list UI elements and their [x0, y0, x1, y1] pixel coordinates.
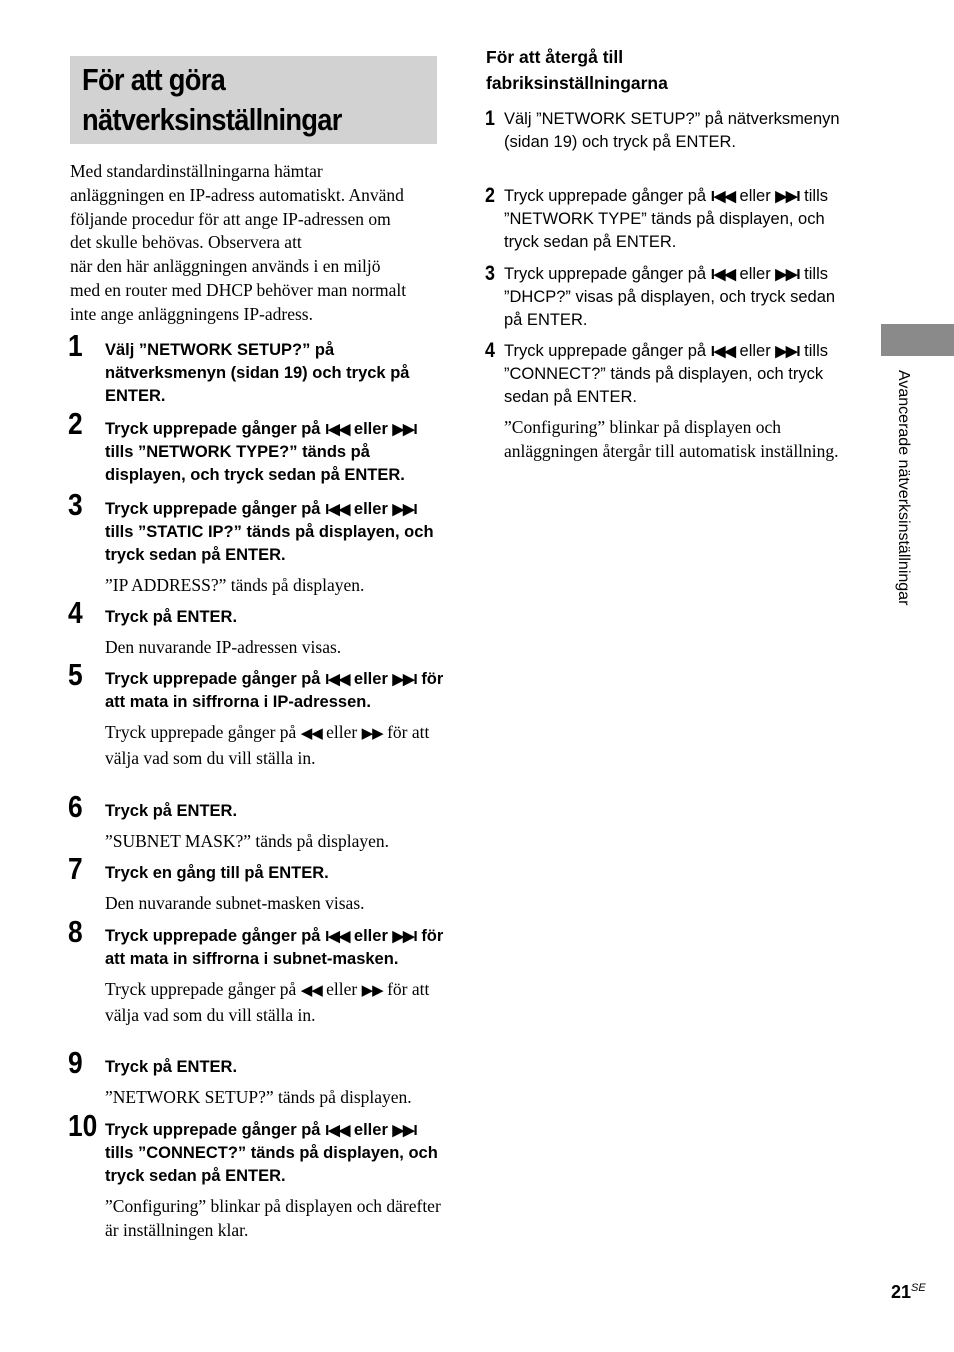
prev-track-icon: I◀◀ — [710, 343, 735, 360]
step-instruction: Tryck upprepade gånger på I◀◀ eller ▶▶I tills ”CONNECT?” tänds på displayen, och tryck sedan på ENTER. — [504, 342, 829, 406]
step-instruction: Tryck på ENTER. — [105, 1058, 238, 1076]
section-title-box — [70, 56, 437, 144]
step-instruction: Välj ”NETWORK SETUP?” på nätverksmenyn (sidan 19) och tryck på ENTER. — [105, 341, 410, 405]
next-track-icon: ▶▶I — [392, 421, 417, 438]
next-track-icon: ▶▶I — [775, 343, 800, 360]
step-number: 1 — [485, 107, 495, 130]
step-note: ”IP ADDRESS?” tänds på displayen. — [105, 575, 365, 595]
step-number: 3 — [68, 487, 83, 522]
reset-section-title: För att återgå till fabriksinställningarna — [486, 47, 668, 93]
title-line-2: nätverksinställningar — [82, 102, 342, 137]
step-instruction: Tryck upprepade gånger på I◀◀ eller ▶▶I för att mata in siffrorna i IP-adressen. — [105, 670, 444, 711]
prev-track-icon: I◀◀ — [325, 671, 350, 688]
step-instruction: Välj ”NETWORK SETUP?” på nätverksmenyn (sidan 19) och tryck på ENTER. — [504, 110, 840, 151]
step-number: 1 — [68, 328, 83, 363]
step-number: 5 — [68, 657, 83, 692]
step-instruction: Tryck på ENTER. — [105, 608, 238, 626]
step-note: Tryck upprepade gånger på ◀◀ eller ▶▶ för att välja vad som du vill ställa in. — [105, 722, 430, 768]
next-track-icon: ▶▶I — [775, 188, 800, 205]
step-number: 8 — [68, 914, 83, 949]
step-instruction: Tryck på ENTER. — [105, 802, 238, 820]
intro-paragraph — [70, 160, 442, 327]
intro-line: med en router med DHCP behöver man normalt — [70, 279, 407, 300]
title-line-1: För att göra — [82, 62, 226, 97]
step-note: ”Configuring” blinkar på displayen och därefter är inställningen klar. — [105, 1196, 441, 1240]
chapter-tab-label: Avancerade nätverksinställningar — [895, 370, 912, 606]
intro-line: Med standardinställningarna hämtar — [70, 161, 323, 181]
prev-track-icon: I◀◀ — [710, 188, 735, 205]
step-instruction: Tryck en gång till på ENTER. — [105, 864, 329, 882]
intro-line: inte ange anläggningens IP-adress. — [70, 303, 313, 324]
step-instruction: Tryck upprepade gånger på I◀◀ eller ▶▶I tills ”STATIC IP?” tänds på displayen, och tryck sedan på ENTER. — [105, 500, 434, 564]
prev-track-icon: I◀◀ — [325, 1122, 350, 1139]
next-track-icon: ▶▶I — [392, 1122, 417, 1139]
step-number: 4 — [68, 595, 83, 630]
step-instruction: Tryck upprepade gånger på I◀◀ eller ▶▶I tills ”NETWORK TYPE?” tänds på displayen, och tryck sedan på ENTER. — [105, 420, 417, 484]
intro-line: när den här anläggningen används i en miljö — [70, 256, 381, 277]
step-note: Den nuvarande IP-adressen visas. — [105, 637, 342, 657]
fast-forward-icon: ▶▶ — [361, 726, 383, 742]
page-number: $21^{SE}$ — [891, 1282, 926, 1302]
next-track-icon: ▶▶I — [392, 501, 417, 518]
step-number: 3 — [485, 262, 495, 285]
prev-track-icon: I◀◀ — [325, 501, 350, 518]
prev-track-icon: I◀◀ — [710, 266, 735, 283]
step-number: 2 — [68, 406, 83, 441]
step-instruction: Tryck upprepade gånger på I◀◀ eller ▶▶I för att mata in siffrorna i subnet-masken. — [105, 927, 444, 968]
prev-track-icon: I◀◀ — [325, 421, 350, 438]
intro-line: följande procedur för att ange IP-adressen om — [70, 208, 391, 229]
page-title — [82, 60, 384, 140]
step-number: 10 — [68, 1108, 98, 1143]
step-instruction: Tryck upprepade gånger på I◀◀ eller ▶▶I tills ”CONNECT?” tänds på displayen, och tryck sedan på ENTER. — [105, 1121, 438, 1185]
step-instruction: Tryck upprepade gånger på I◀◀ eller ▶▶I tills ”NETWORK TYPE” tänds på displayen, och tryck sedan på ENTER. — [504, 187, 829, 251]
rewind-icon: ◀◀ — [300, 726, 322, 742]
rewind-icon: ◀◀ — [300, 983, 322, 999]
next-track-icon: ▶▶I — [392, 928, 417, 945]
intro-line: det skulle behövas. Observera att — [70, 232, 302, 253]
step-note: Tryck upprepade gånger på ◀◀ eller ▶▶ för att välja vad som du vill ställa in. — [105, 979, 430, 1025]
fast-forward-icon: ▶▶ — [361, 983, 383, 999]
chapter-tab-marker — [881, 324, 954, 356]
prev-track-icon: I◀◀ — [325, 928, 350, 945]
step-note: ”NETWORK SETUP?” tänds på displayen. — [105, 1087, 412, 1107]
step-number: 4 — [485, 339, 495, 362]
intro-line: anläggningen en IP-adress automatiskt. Använd — [70, 184, 404, 205]
step-number: 9 — [68, 1045, 83, 1080]
step-number: 7 — [68, 851, 83, 886]
step-note: Den nuvarande subnet-masken visas. — [105, 893, 365, 913]
step-note: ”Configuring” blinkar på displayen och anläggningen återgår till automatisk inställning. — [504, 417, 839, 461]
next-track-icon: ▶▶I — [392, 671, 417, 688]
step-instruction: Tryck upprepade gånger på I◀◀ eller ▶▶I tills ”DHCP?” visas på displayen, och tryck sedan på ENTER. — [504, 265, 836, 329]
step-note: ”SUBNET MASK?” tänds på displayen. — [105, 831, 390, 851]
step-number: 2 — [485, 184, 495, 207]
step-number: 6 — [68, 789, 83, 824]
next-track-icon: ▶▶I — [775, 266, 800, 283]
